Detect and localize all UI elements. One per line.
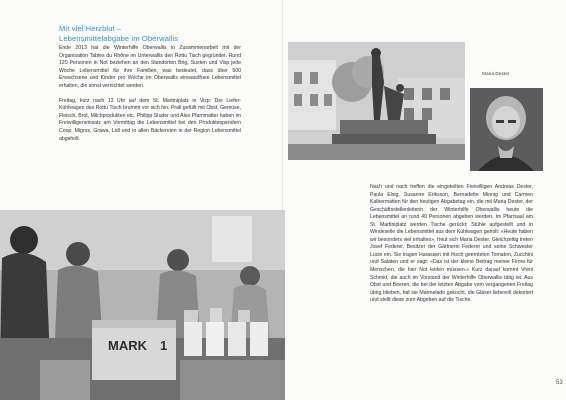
heading-line-2: Lebensmittelabgabe im Oberwallis [59,33,179,43]
fountain-sculpture-illustration [288,42,465,160]
body-column-right [370,184,533,305]
portrait-caption: Maria Dester [482,72,510,77]
paragraph-intro: Ende 2013 hat die Winterhilfe Oberwallis in Zusammenarbeit mit der Organisation Tables du Rhône im Unterwallis den Rottu Tisch gegründet. Rund 120 Personen in Not beziehen an den Standorten Brig, Susten und Visp jede Woche Lebensmittel für ihre Familien, was bedeutet, dass über 500 Erwachsene und Kinder pro Woche im Oberwallis einwandfreie Lebensmittel erhalten, die sonst vernichtet werden. [59,45,241,89]
heading-line-1: Mit viel Herzblut – [59,24,122,33]
portrait-photo [470,88,543,171]
volunteers-illustration [0,210,285,400]
page-number: 53 [556,380,563,386]
portrait-illustration [470,88,543,171]
article-heading [59,24,239,43]
paragraph-volunteers: Nach und nach treffen die eingeteilten Freiwilligen Andreas Dester, Paula Elsig, Susanne Eriksson, Bernadette Minnig und Carmen Kalbermatten für den heutigen Abgabetag ein, die mit Maria Dester, der Geschäftsstellenleiterin der Winterhilfe Oberwallis heute die Lebensmittel an rund 40 Personen abgeben werden. Im Pfarrsaal am St. Martiniplatz werden Tische gerückt; Stühle aufgestellt und in Windeseile die Lebensmittel aus dem Kühlwagen geholt: «Heute haben wir besonders viel erhalten», freut sich Maria Dester. Gleichzeitig treten Josef Federer, Besitzer der Gärtnerei Federer und seine Schwester Lucie ein. Sie tragen Harassen mit frisch geernteten Tomaten, Zucchini und Salaten und er sagt: «Das ist der kleine Beitrag meiner Firma für Menschen, die hier Not leiden müssen.» Kurz darauf kommt Vreni Schmid, die auch im Vorstand der Winterhilfe Oberwallis tätig ist. Aus Obst und Beeren, die bei der letzten Abgabe vom vergangenen Freitag übrig blieben, hat sie Marmelade gekocht, die Gläser liebevoll dekoriert und stellt diese zum Abgeben auf die Tische. [370,184,533,304]
box-number-label: 1 [160,338,168,353]
fountain-sculpture-photo [288,42,465,160]
volunteers-photo [0,210,285,400]
box-brand-label: MARK [108,338,147,353]
body-column-left [59,45,241,143]
paragraph-friday: Freitag, kurz nach 13 Uhr auf dem St. Martiniplatz in Visp: Der Liefer-Kühlwagen des Rottu Tisch brummt vor sich hin. Prall gefüllt mit Obst, Gemüse, Fleisch, Brot, Milchprodukten etc. Philipp Studer und Alex Pfammatter haben im Freiwilligeneinsatz am Vormittag die Lebensmittel bei den Produktespendern Coop, Migros, Grawa, Lidl und in allen Bäckereien in der Region Lebensmittel abgeholt. [59,97,241,142]
